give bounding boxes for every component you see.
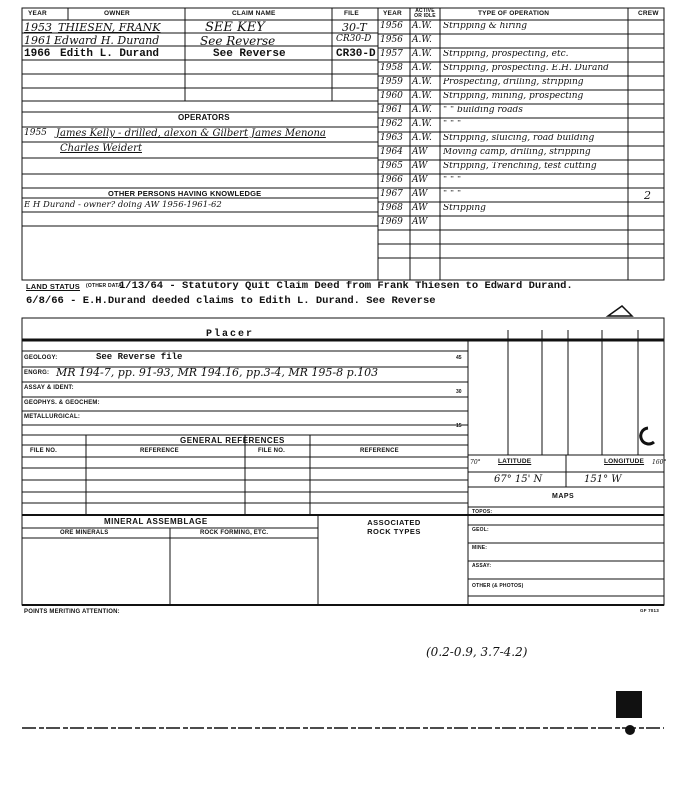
operation-status: A.W. — [412, 49, 432, 59]
header-year-2: YEAR — [383, 10, 402, 17]
mineral-assemblage-title: MINERAL ASSEMBLAGE — [104, 517, 208, 526]
associated-rock-types-header: ASSOCIATED ROCK TYPES — [367, 518, 421, 536]
operation-status: A.W. — [412, 35, 432, 45]
ore-minerals-header: ORE MINERALS — [60, 530, 109, 536]
header-active-idle: ACTIVE OR IDLE — [414, 8, 436, 19]
operation-type: " " " — [443, 176, 462, 185]
header-claim-name: CLAIM NAME — [232, 10, 276, 17]
scale-15: 15 — [456, 423, 462, 429]
operation-year: 1964 — [380, 147, 403, 157]
deposit-type: Placer — [206, 329, 255, 340]
rock-forming-header: ROCK FORMING, ETC. — [200, 530, 269, 536]
engrg-value: MR 194-7, pp. 91-93, MR 194.16, pp.3-4, MR 195-8 p.103 — [56, 366, 379, 379]
other-persons-title: OTHER PERSONS HAVING KNOWLEDGE — [108, 189, 262, 198]
operation-status: AW — [412, 161, 428, 171]
operation-year: 1959 — [380, 77, 403, 87]
owner-file: 30-T — [342, 21, 367, 34]
header-owner: OWNER — [104, 10, 130, 17]
lon-degree: 160° — [652, 459, 667, 466]
operation-type: " " " — [443, 120, 462, 129]
operation-type: Stripping — [443, 204, 486, 213]
operator-year: 1955 — [24, 128, 47, 138]
maps-other: OTHER (& PHOTOS) — [472, 583, 524, 589]
operation-status: AW — [412, 147, 428, 157]
metallurgical-label: METALLURGICAL: — [24, 414, 81, 420]
operation-year: 1968 — [380, 203, 403, 213]
latitude-label: LATITUDE — [498, 458, 532, 465]
land-status-sub: (OTHER DATA) — [86, 283, 124, 289]
longitude-value: 151° W — [584, 474, 622, 485]
operation-status: AW — [412, 175, 428, 185]
form-number: GF 7013 — [640, 608, 659, 613]
lat-degree: 70° — [470, 459, 481, 466]
operation-status: A.W. — [412, 63, 432, 73]
operation-type: Stripping & hiring — [443, 22, 528, 31]
owner-year: 1966 — [24, 48, 51, 60]
operation-year: 1957 — [380, 49, 403, 59]
maps-geol: GEOL: — [472, 527, 489, 533]
operation-status: A.W. — [412, 77, 432, 87]
operation-type: Moving camp, drilling, stripping — [443, 148, 591, 157]
header-type-of-operation: TYPE OF OPERATION — [478, 10, 550, 17]
scale-45: 45 — [456, 355, 462, 361]
geophys-label: GEOPHYS. & GEOCHEM: — [24, 400, 100, 406]
assay-label: ASSAY & IDENT: — [24, 385, 74, 391]
operation-year: 1966 — [380, 175, 403, 185]
engrg-label: ENGRG: — [24, 370, 50, 376]
operation-type: Stripping, sluicing, road building — [443, 134, 595, 143]
operation-year: 1967 — [380, 189, 403, 199]
operation-year: 1962 — [380, 119, 403, 129]
geology-value: See Reverse file — [96, 352, 183, 362]
header-crew: CREW — [638, 10, 659, 17]
operation-year: 1969 — [380, 217, 403, 227]
gr-file-no-2: FILE NO. — [258, 448, 285, 454]
operation-status: AW — [412, 203, 428, 213]
operation-status: AW — [412, 217, 428, 227]
gr-reference-1: REFERENCE — [140, 448, 179, 454]
operation-type: Stripping, Trenching, test cutting — [443, 162, 597, 171]
owner-name: Edward H. Durand — [54, 34, 160, 47]
operation-type: Stripping, mining, prospecting — [443, 92, 584, 101]
operation-type: " " building roads — [443, 106, 523, 115]
operation-status: A.W. — [412, 91, 432, 101]
land-status-line-1: 1/13/64 - Statutory Quit Claim Deed from Frank Thiesen to Edward Durand. — [119, 281, 573, 292]
maps-assay: ASSAY: — [472, 563, 492, 569]
land-status-label: LAND STATUS — [26, 282, 81, 291]
general-references-title: GENERAL REFERENCES — [180, 436, 285, 445]
handwritten-note: (0.2-0.9, 3.7-4.2) — [426, 645, 528, 659]
owner-name: THIESEN, FRANK — [58, 21, 161, 34]
operation-status: A.W. — [412, 133, 432, 143]
operation-status: A.W. — [412, 119, 432, 129]
operation-status: AW — [412, 189, 428, 199]
operation-year: 1961 — [380, 105, 403, 115]
owner-file: CR30-D — [336, 34, 372, 44]
operation-type: " " " — [443, 190, 462, 199]
operation-year: 1958 — [380, 63, 403, 73]
maps-topos: TOPOS: — [472, 509, 493, 515]
operation-year: 1963 — [380, 133, 403, 143]
scale-30: 30 — [456, 389, 462, 395]
gr-file-no-1: FILE NO. — [30, 448, 57, 454]
claim-name: See Reverse — [200, 34, 276, 48]
owner-year: 1953 — [24, 21, 52, 34]
operation-crew: 2 — [644, 189, 651, 202]
gr-reference-2: REFERENCE — [360, 448, 399, 454]
owner-name: Edith L. Durand — [60, 48, 160, 60]
claim-name: SEE KEY — [205, 20, 265, 35]
latitude-value: 67° 15' N — [494, 474, 543, 485]
owner-file: CR30-D — [336, 48, 376, 60]
operation-status: A.W. — [412, 105, 432, 115]
land-status-line-2: 6/8/66 - E.H.Durand deeded claims to Edith L. Durand. See Reverse — [26, 295, 436, 307]
operation-year: 1956 — [380, 21, 403, 31]
maps-mine: MINE: — [472, 545, 488, 551]
owner-year: 1961 — [24, 34, 52, 47]
operator-line-2: Charles Weidert — [60, 143, 142, 154]
operator-line-1: James Kelly - drilled, alexon & Gilbert James Menona — [56, 128, 326, 139]
maps-title: MAPS — [552, 493, 575, 500]
operation-year: 1956 — [380, 35, 403, 45]
operation-type: Stripping, prospecting. E.H. Durand — [443, 64, 609, 73]
other-persons-line: E H Durand - owner? doing AW 1956-1961-62 — [24, 200, 222, 210]
operation-year: 1965 — [380, 161, 403, 171]
operation-type: Prospecting, drilling, stripping — [443, 78, 584, 87]
operation-type: Stripping, prospecting, etc. — [443, 50, 569, 59]
longitude-label: LONGITUDE — [604, 458, 645, 465]
operation-year: 1960 — [380, 91, 403, 101]
header-year: YEAR — [28, 10, 47, 17]
points-meriting-label: POINTS MERITING ATTENTION: — [24, 609, 120, 615]
claim-name: See Reverse — [213, 48, 286, 60]
operators-title: OPERATORS — [178, 113, 230, 122]
header-file: FILE — [344, 10, 359, 17]
geology-label: GEOLOGY: — [24, 355, 58, 361]
operation-status: A.W. — [412, 21, 432, 31]
